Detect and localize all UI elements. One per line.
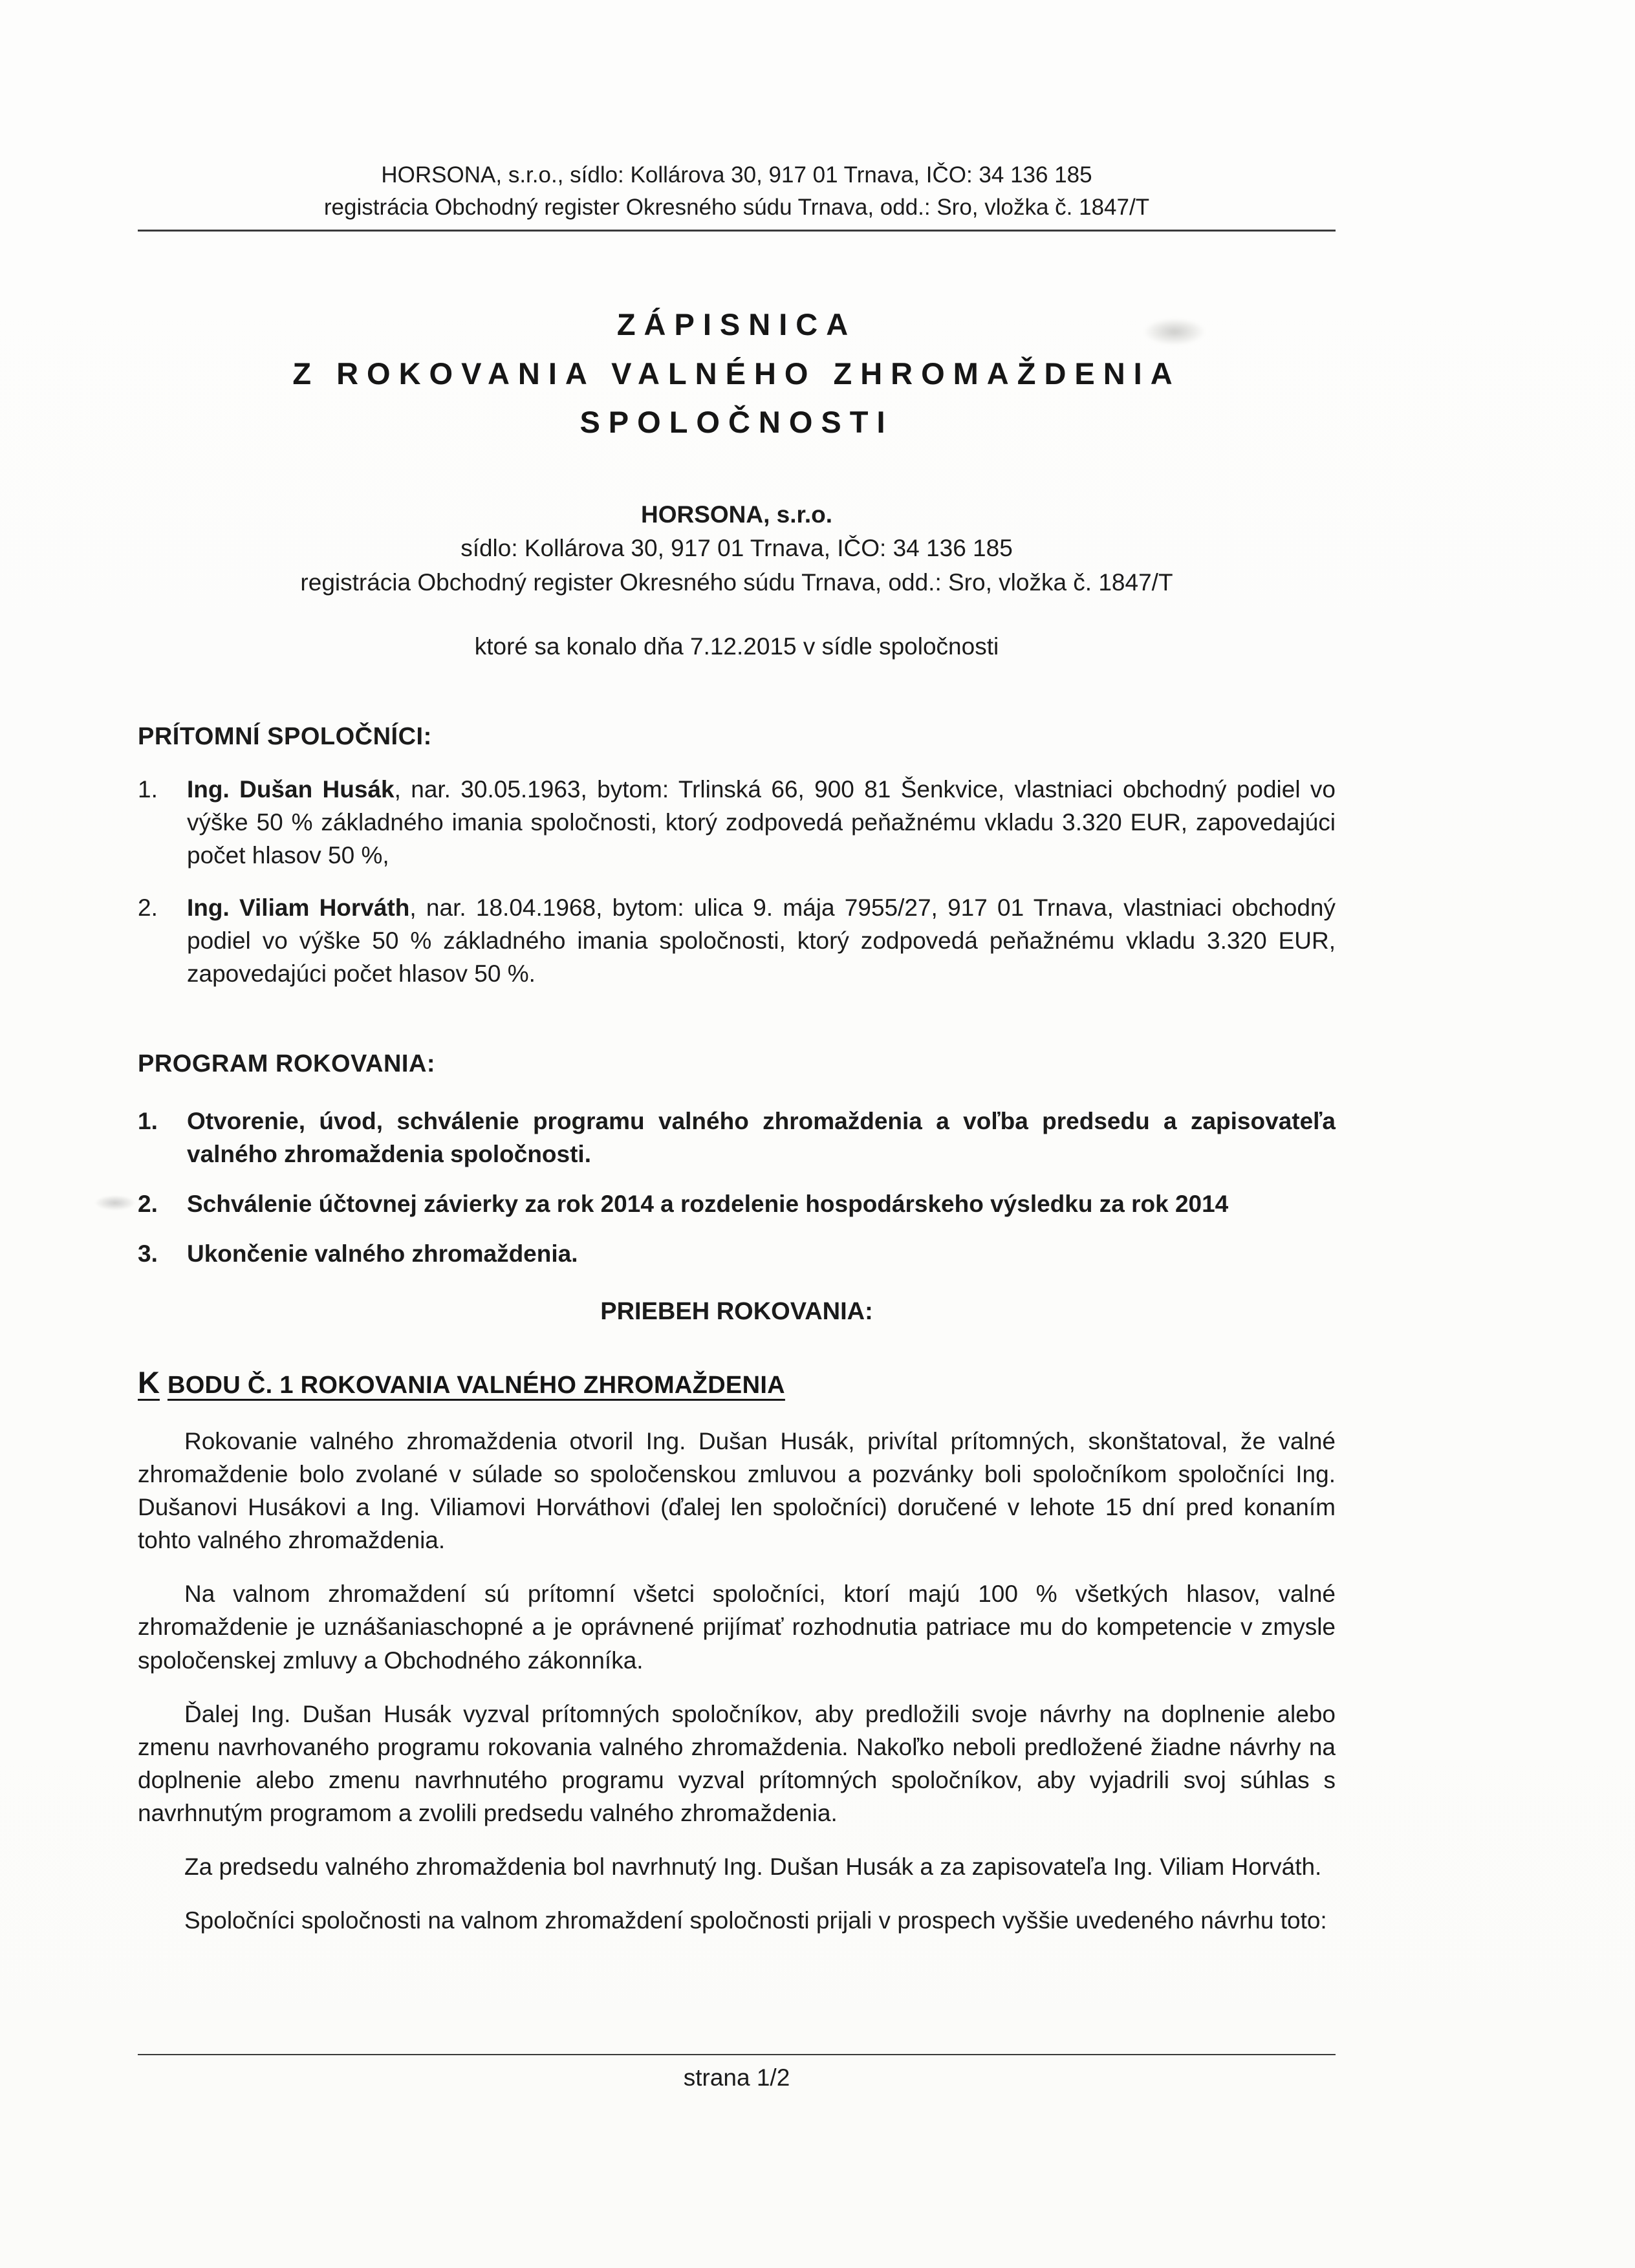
list-item-number: 3. — [138, 1240, 158, 1267]
attendee-text — [187, 891, 1336, 990]
company-block — [138, 498, 1336, 600]
list-item-number: 2. — [138, 894, 158, 922]
list-item — [138, 891, 1336, 990]
attendee-details: , nar. 30.05.1963, bytom: Trlinská 66, 900 81 Šenkvice, vlastniaci obchodný podiel vo výške 50 % základného imania spoločnosti, ktorý zodpovedá peňažnému vkladu 3.320 EUR, zapovedajúci počet hlasov 50 %, — [187, 776, 1336, 869]
page-number: strana 1/2 — [683, 2064, 790, 2091]
company-registration: registrácia Obchodný register Okresného súdu Trnava, odd.: Sro, vložka č. 1847/T — [300, 569, 1173, 596]
attendee-name: Ing. Dušan Husák — [187, 776, 395, 803]
attendee-text — [187, 773, 1336, 872]
point1-heading-initial: K — [138, 1365, 160, 1400]
agenda-list — [138, 1105, 1336, 1270]
attendee-details: , nar. 18.04.1968, bytom: ulica 9. mája 7955/27, 917 01 Trnava, vlastniaci obchodný podiel vo výške 50 % základného imania spoločnosti, ktorý zodpovedá peňažnému vkladu 3.320 EUR, zapovedajúci počet hlasov 50 %. — [187, 894, 1336, 988]
title-line1: ZÁPISNICA — [616, 307, 857, 342]
point1-heading — [138, 1362, 1336, 1404]
agenda-heading: PROGRAM ROKOVANIA: — [138, 1050, 436, 1078]
document-title — [138, 300, 1336, 446]
meeting-date: ktoré sa konalo dňa 7.12.2015 v sídle spoločnosti — [474, 632, 999, 660]
point1-heading-rest: BODU Č. 1 ROKOVANIA VALNÉHO ZHROMAŽDENIA — [167, 1372, 785, 1399]
body-paragraph: Na valnom zhromaždení sú prítomní všetci spoločníci, ktorí majú 100 % všetkých hlasov, valné zhromaždenie je uznášaniaschopné a je oprávnené prijímať rozhodnutia patriace mu do kompetencie v zmysle spoločenskej zmluvy a Obchodného zákonníka. — [138, 1581, 1336, 1674]
attendee-name: Ing. Viliam Horváth — [187, 894, 410, 922]
company-name: HORSONA, s.r.o. — [640, 501, 833, 528]
list-item-number: 1. — [138, 1107, 158, 1134]
body-paragraph: Spoločníci spoločnosti na valnom zhromaždení spoločnosti prijali v prospech vyššie uvedeného návrhu toto: — [184, 1906, 1327, 1934]
list-item-number: 2. — [138, 1190, 158, 1217]
company-address: sídlo: Kollárova 30, 917 01 Trnava, IČO: 34 136 185 — [460, 535, 1013, 562]
company-header-line1: HORSONA, s.r.o., sídlo: Kollárova 30, 917 01 Trnava, IČO: 34 136 185 — [381, 162, 1092, 188]
scan-artifact — [94, 1195, 136, 1211]
proceedings-heading: PRIEBEH ROKOVANIA: — [600, 1297, 873, 1325]
body-paragraph: Za predsedu valného zhromaždenia bol navrhnutý Ing. Dušan Husák a za zapisovateľa Ing. Viliam Horváth. — [184, 1853, 1322, 1880]
list-item-number: 1. — [138, 776, 158, 803]
list-item — [138, 1237, 1336, 1270]
attendees-heading: PRÍTOMNÍ SPOLOČNÍCI: — [138, 722, 432, 750]
attendees-list — [138, 773, 1336, 990]
body-paragraph: Rokovanie valného zhromaždenia otvoril Ing. Dušan Husák, privítal prítomných, skonštatoval, že valné zhromaždenie bolo zvolané v súlade so spoločenskou zmluvou a pozvánky boli spoločníkom spoločníci Ing. Dušanovi Husákovi a Ing. Viliamovi Horváthovi (ďalej len spoločníci) doručené v lehote 15 dní pred konaním tohto valného zhromaždenia. — [138, 1428, 1336, 1554]
list-item — [138, 773, 1336, 872]
title-line2: Z ROKOVANIA VALNÉHO ZHROMAŽDENIA — [292, 356, 1181, 391]
agenda-item-text: Ukončenie valného zhromaždenia. — [187, 1240, 578, 1267]
agenda-item-text: Otvorenie, úvod, schválenie programu valného zhromaždenia a voľba predsedu a zapisovateľa valného zhromaždenia spoločnosti. — [187, 1107, 1336, 1167]
page-footer — [138, 2054, 1336, 2091]
document-content — [138, 159, 1336, 1937]
company-header — [138, 159, 1336, 232]
company-header-line2: registrácia Obchodný register Okresného súdu Trnava, odd.: Sro, vložka č. 1847/T — [323, 194, 1150, 220]
list-item — [138, 1187, 1336, 1220]
agenda-item-text: Schválenie účtovnej závierky za rok 2014 a rozdelenie hospodárskeho výsledku za rok 2014 — [187, 1190, 1229, 1217]
title-line3: SPOLOČNOSTI — [579, 404, 894, 439]
list-item — [138, 1105, 1336, 1171]
body-paragraph: Ďalej Ing. Dušan Husák vyzval prítomných spoločníkov, aby predložili svoje návrhy na doplnenie alebo zmenu navrhovaného programu rokovania valného zhromaždenia. Nakoľko neboli predložené žiadne návrhy na doplnenie alebo zmenu navrhnutého programu vyzval prítomných spoločníkov, aby vyjadrili svoj súhlas s navrhnutým programom a zvolili predsedu valného zhromaždenia. — [138, 1700, 1336, 1826]
